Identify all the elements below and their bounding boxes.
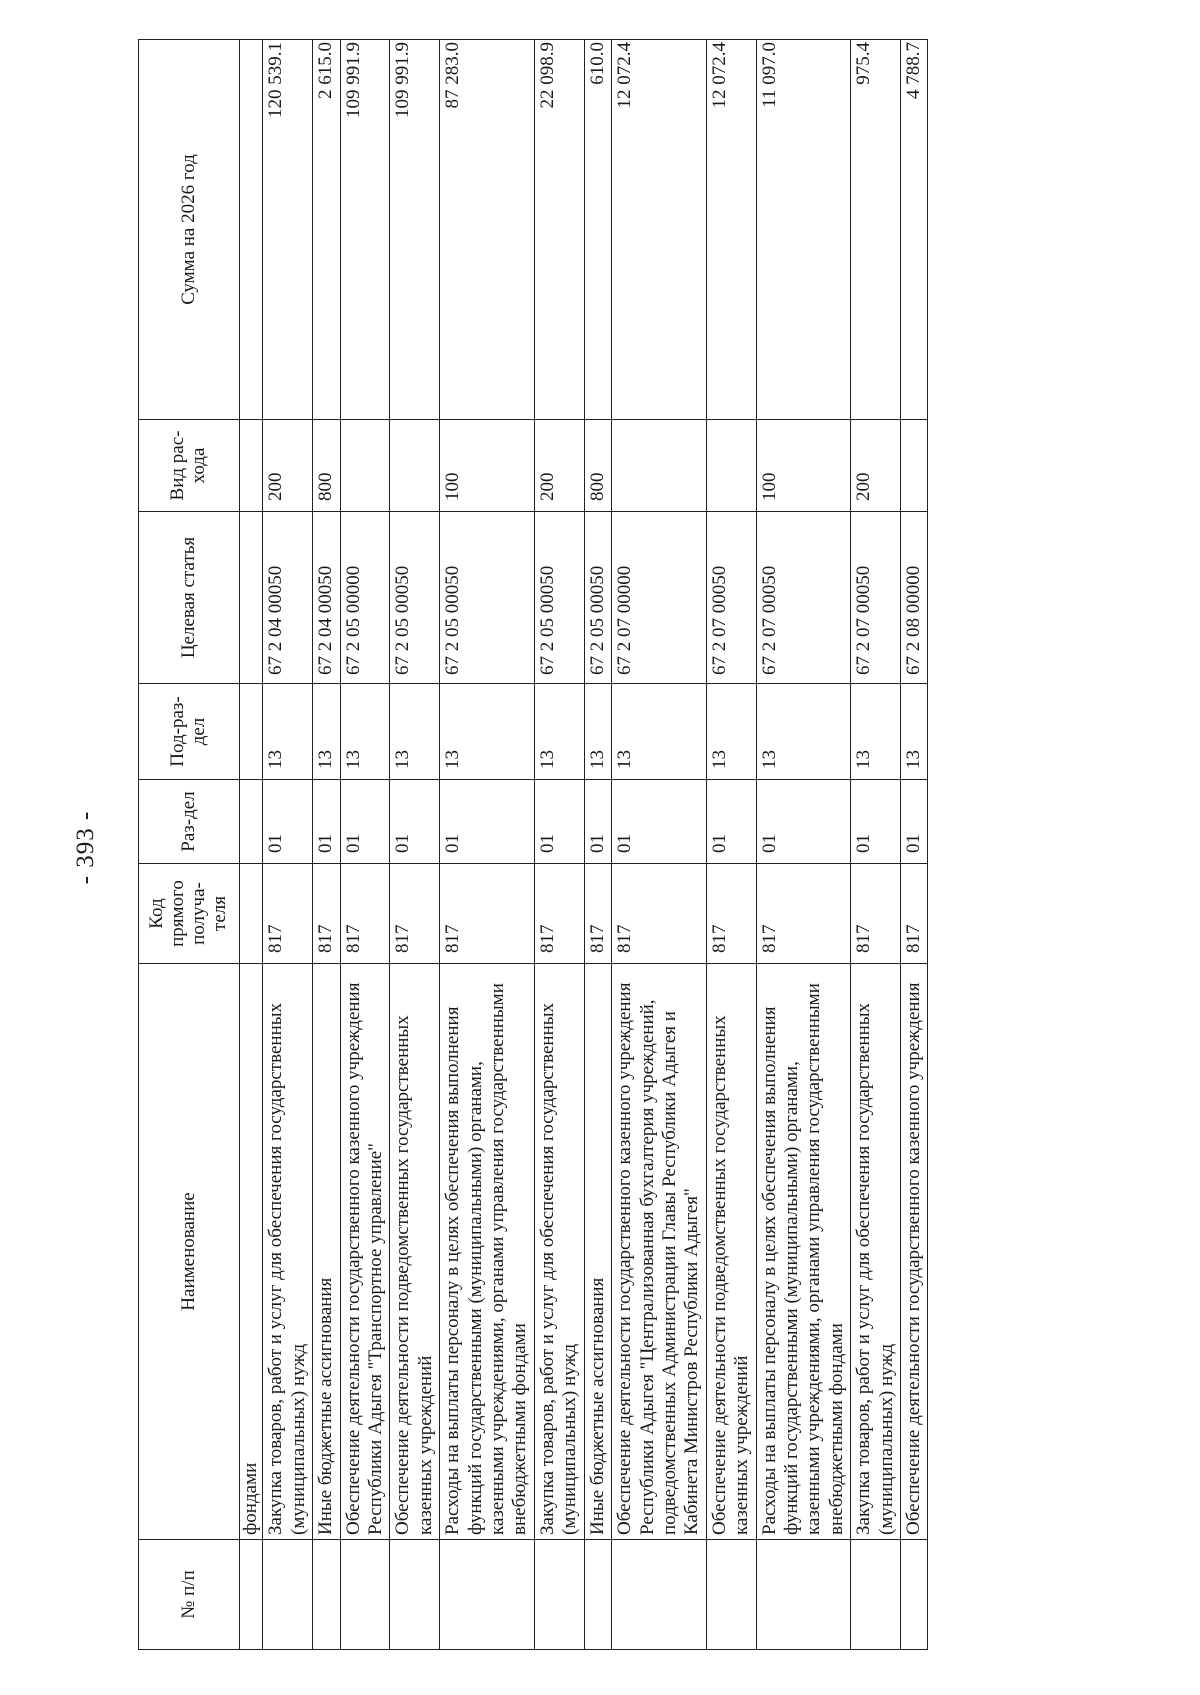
cell-vid: 800	[584, 420, 611, 512]
column-header-code: Код прямого получа-теля	[139, 864, 240, 964]
cell-statya	[240, 512, 263, 684]
cell-name: Обеспечение деятельности государственного казенного учреждения	[900, 964, 927, 1540]
cell-code: 817	[756, 864, 851, 964]
cell-razdel: 01	[313, 780, 340, 864]
cell-code: 817	[263, 864, 313, 964]
cell-vid: 200	[263, 420, 313, 512]
cell-name: Закупка товаров, работ и услуг для обеспечения государственных (муниципальных) нужд	[534, 964, 584, 1540]
cell-code	[240, 864, 263, 964]
table-row	[851, 40, 901, 1650]
cell-sum: 109 991.9	[340, 40, 390, 420]
column-header-vid: Вид рас-хода	[139, 420, 240, 512]
cell-statya: 67 2 07 00050	[706, 512, 756, 684]
cell-podrazdel: 13	[584, 684, 611, 780]
cell-statya: 67 2 08 00000	[900, 512, 927, 684]
cell-num	[313, 1540, 340, 1650]
table-row	[340, 40, 390, 1650]
cell-name: Обеспечение деятельности подведомственных государственных казенных учреждений	[706, 964, 756, 1540]
cell-razdel: 01	[390, 780, 440, 864]
cell-statya: 67 2 05 00050	[390, 512, 440, 684]
cell-code: 817	[612, 864, 707, 964]
column-header-podrazdel: Под-раз-дел	[139, 684, 240, 780]
cell-num	[390, 1540, 440, 1650]
cell-vid	[340, 420, 390, 512]
column-header-name: Наименование	[139, 964, 240, 1540]
table-row	[240, 40, 263, 1650]
cell-name: Обеспечение деятельности подведомственных государственных казенных учреждений	[390, 964, 440, 1540]
cell-razdel	[240, 780, 263, 864]
cell-razdel: 01	[900, 780, 927, 864]
cell-code: 817	[584, 864, 611, 964]
cell-podrazdel	[240, 684, 263, 780]
table-body	[240, 40, 928, 1650]
cell-razdel: 01	[756, 780, 851, 864]
cell-podrazdel: 13	[612, 684, 707, 780]
table-row	[612, 40, 707, 1650]
column-header-statya: Целевая статья	[139, 512, 240, 684]
cell-statya: 67 2 05 00050	[584, 512, 611, 684]
cell-statya: 67 2 04 00050	[263, 512, 313, 684]
cell-code: 817	[534, 864, 584, 964]
cell-sum: 2 615.0	[313, 40, 340, 420]
cell-sum: 87 283.0	[440, 40, 535, 420]
cell-sum: 120 539.1	[263, 40, 313, 420]
cell-podrazdel: 13	[313, 684, 340, 780]
cell-sum: 109 991.9	[390, 40, 440, 420]
cell-vid: 200	[534, 420, 584, 512]
budget-table	[138, 39, 928, 1650]
cell-sum	[240, 40, 263, 420]
cell-name: фондами	[240, 964, 263, 1540]
cell-vid	[706, 420, 756, 512]
cell-code: 817	[440, 864, 535, 964]
cell-name: Расходы на выплаты персоналу в целях обеспечения выполнения функций государственными (муниципальными) органами, казенными учреждениями, органами управления государственными внебюджетными фондами	[756, 964, 851, 1540]
cell-name: Иные бюджетные ассигнования	[313, 964, 340, 1540]
table-row	[390, 40, 440, 1650]
cell-podrazdel: 13	[440, 684, 535, 780]
cell-statya: 67 2 07 00050	[851, 512, 901, 684]
table-row	[263, 40, 313, 1650]
cell-podrazdel: 13	[900, 684, 927, 780]
table-row	[900, 40, 927, 1650]
cell-sum: 11 097.0	[756, 40, 851, 420]
table-row	[313, 40, 340, 1650]
cell-code: 817	[706, 864, 756, 964]
cell-vid: 100	[756, 420, 851, 512]
cell-num	[340, 1540, 390, 1650]
table-header	[139, 40, 240, 1650]
cell-code: 817	[340, 864, 390, 964]
table-row	[584, 40, 611, 1650]
cell-sum: 610.0	[584, 40, 611, 420]
cell-num	[612, 1540, 707, 1650]
cell-vid	[390, 420, 440, 512]
cell-num	[756, 1540, 851, 1650]
cell-sum: 12 072.4	[706, 40, 756, 420]
cell-vid: 800	[313, 420, 340, 512]
cell-statya: 67 2 05 00000	[340, 512, 390, 684]
cell-podrazdel: 13	[390, 684, 440, 780]
cell-name: Обеспечение деятельности государственного казенного учреждения Республики Адыгея "Централизованная бухгалтерия учреждений, подведомственных Администрации Главы Республики Адыгея и Кабинета Министров Республики Адыгея"	[612, 964, 707, 1540]
cell-razdel: 01	[706, 780, 756, 864]
cell-sum: 975.4	[851, 40, 901, 420]
cell-code: 817	[900, 864, 927, 964]
cell-num	[706, 1540, 756, 1650]
cell-razdel: 01	[340, 780, 390, 864]
page-number: - 393 -	[72, 810, 99, 885]
cell-num	[851, 1540, 901, 1650]
cell-num	[263, 1540, 313, 1650]
cell-razdel: 01	[440, 780, 535, 864]
cell-name: Обеспечение деятельности государственного казенного учреждения Республики Адыгея "Транспортное управление"	[340, 964, 390, 1540]
cell-name: Закупка товаров, работ и услуг для обеспечения государственных (муниципальных) нужд	[263, 964, 313, 1540]
cell-razdel: 01	[612, 780, 707, 864]
cell-statya: 67 2 07 00000	[612, 512, 707, 684]
cell-podrazdel: 13	[851, 684, 901, 780]
cell-name: Закупка товаров, работ и услуг для обеспечения государственных (муниципальных) нужд	[851, 964, 901, 1540]
cell-podrazdel: 13	[706, 684, 756, 780]
cell-code: 817	[851, 864, 901, 964]
cell-podrazdel: 13	[534, 684, 584, 780]
cell-vid	[900, 420, 927, 512]
cell-statya: 67 2 07 00050	[756, 512, 851, 684]
cell-razdel: 01	[851, 780, 901, 864]
cell-statya: 67 2 05 00050	[440, 512, 535, 684]
cell-razdel: 01	[584, 780, 611, 864]
cell-podrazdel: 13	[263, 684, 313, 780]
table-row	[534, 40, 584, 1650]
cell-num	[534, 1540, 584, 1650]
cell-razdel: 01	[263, 780, 313, 864]
cell-num	[240, 1540, 263, 1650]
cell-code: 817	[313, 864, 340, 964]
cell-vid: 100	[440, 420, 535, 512]
cell-razdel: 01	[534, 780, 584, 864]
cell-statya: 67 2 05 00050	[534, 512, 584, 684]
table-row	[706, 40, 756, 1650]
cell-num	[584, 1540, 611, 1650]
cell-code: 817	[390, 864, 440, 964]
column-header-razdel: Раз-дел	[139, 780, 240, 864]
cell-podrazdel: 13	[756, 684, 851, 780]
cell-name: Иные бюджетные ассигнования	[584, 964, 611, 1540]
cell-vid	[240, 420, 263, 512]
cell-vid	[612, 420, 707, 512]
cell-podrazdel: 13	[340, 684, 390, 780]
cell-num	[900, 1540, 927, 1650]
cell-statya: 67 2 04 00050	[313, 512, 340, 684]
table-row	[756, 40, 851, 1650]
cell-name: Расходы на выплаты персоналу в целях обеспечения выполнения функций государственными (муниципальными) органами, казенными учреждениями, органами управления государственными внебюджетными фондами	[440, 964, 535, 1540]
column-header-sum: Сумма на 2026 год	[139, 40, 240, 420]
table-row	[440, 40, 535, 1650]
cell-sum: 12 072.4	[612, 40, 707, 420]
column-header-num: № п/п	[139, 1540, 240, 1650]
cell-sum: 22 098.9	[534, 40, 584, 420]
cell-num	[440, 1540, 535, 1650]
cell-vid: 200	[851, 420, 901, 512]
cell-sum: 4 788.7	[900, 40, 927, 420]
